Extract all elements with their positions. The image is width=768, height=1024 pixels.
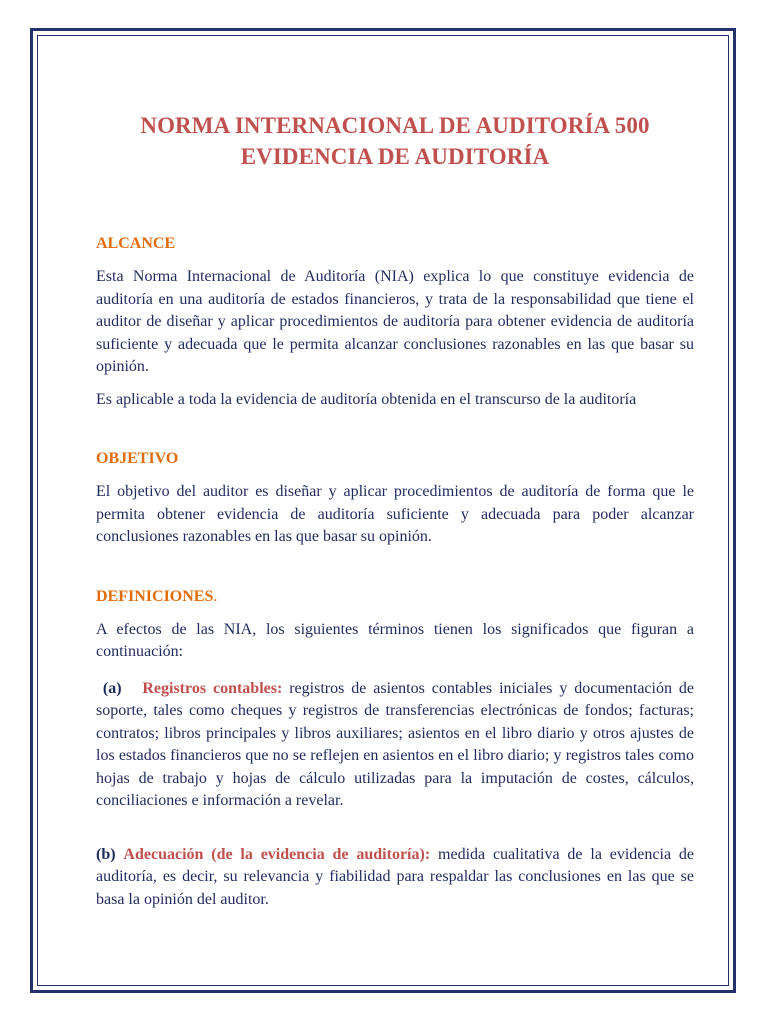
definiciones-heading-text: DEFINICIONES — [96, 587, 214, 605]
heading-definiciones — [96, 587, 694, 607]
definition-b-letter: (b) — [96, 845, 116, 863]
definition-a-term: Registros contables: — [142, 679, 283, 697]
definiciones-heading-dot: . — [213, 587, 218, 605]
definition-item-a — [96, 678, 694, 813]
heading-alcance: ALCANCE — [96, 235, 176, 252]
definiciones-intro: A efectos de las NIA, los siguientes términos tienen los significados que figuran a continuación: — [96, 620, 694, 660]
definition-a-letter: (a) — [102, 679, 122, 697]
definition-b-term: Adecuación (de la evidencia de auditoría): — [123, 845, 431, 863]
alcance-paragraph-2: Es aplicable a toda la evidencia de auditoría obtenida en el transcurso de la auditoría — [96, 390, 637, 408]
definition-b-text: medida cualitativa de la evidencia de auditoría, es decir, su relevancia y fiabilidad para respaldar las conclusiones en las que se basa la opinión del auditor. — [96, 845, 695, 908]
objetivo-paragraph: El objetivo del auditor es diseñar y aplicar procedimientos de auditoría de forma que le permita obtener evidencia de auditoría suficiente y adecuada para poder alcanzar conclusiones razonables en las que basar su opinión. — [96, 483, 694, 545]
heading-objetivo: OBJETIVO — [96, 450, 179, 467]
title-line-1: NORMA INTERNACIONAL DE AUDITORÍA 500 — [140, 113, 650, 138]
document-content — [96, 110, 694, 911]
alcance-paragraph-1: Esta Norma Internacional de Auditoría (NIA) explica lo que constituye evidencia de auditoría en una auditoría de estados financieros, y trata de la responsabilidad que tiene el auditor de diseñar y aplicar procedimientos de auditoría para obtener evidencia de auditoría suficiente y adecuada que le permita alcanzar conclusiones razonables en las que basar su opinión. — [96, 268, 694, 375]
definition-a-text: registros de asientos contables iniciales y documentación de soporte, tales como cheques y registros de transferencias electrónicas de fondos; facturas; contratos; libros principales y libros auxiliares; asientos en el libro diario y otros ajustes de los estados financieros que no se reflejen en asientos en el libro diario; y registros tales como hojas de trabajo y hojas de cálculo utilizadas para la imputación de costes, cálculos, conciliaciones e información a revelar. — [96, 679, 694, 809]
title-line-2: EVIDENCIA DE AUDITORÍA — [240, 144, 550, 169]
definition-item-b — [96, 844, 694, 912]
document-title — [96, 110, 694, 172]
